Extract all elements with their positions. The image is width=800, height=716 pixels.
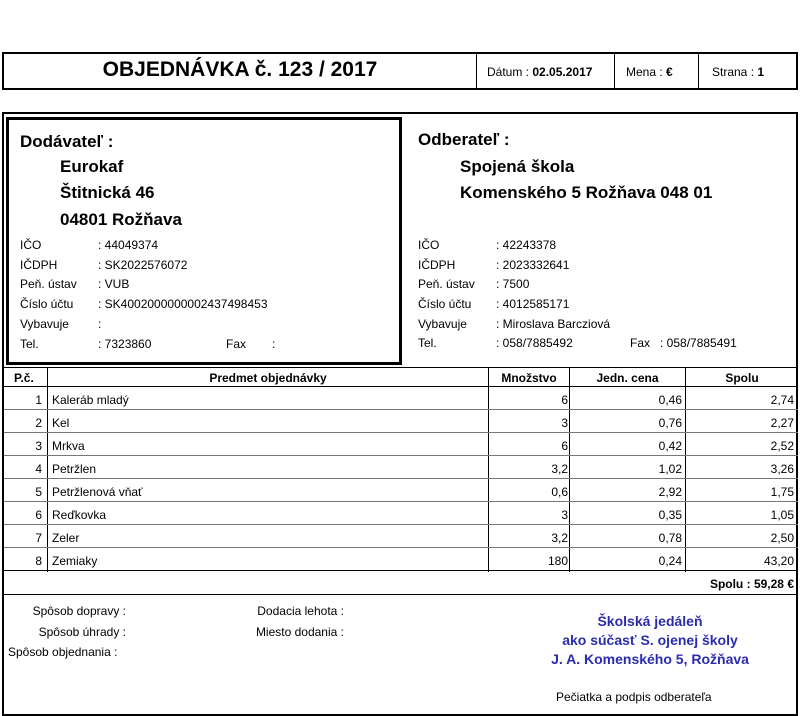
customer-fax-label: Fax xyxy=(630,336,651,350)
row-no: 3 xyxy=(35,439,42,453)
customer-bank-value: : 7500 xyxy=(496,277,530,291)
stamp-line: Školská jedáleň xyxy=(597,613,703,629)
supplier-heading: Dodávateľ : xyxy=(20,132,114,151)
supplier-bank-value: : VUB xyxy=(98,277,130,291)
payment-label: Spôsob úhrady : xyxy=(38,625,126,639)
col-header-total: Spolu xyxy=(725,371,759,385)
supplier-ico-label: IČO xyxy=(20,238,42,252)
row-price: 2,92 xyxy=(658,485,682,499)
order-title: OBJEDNÁVKA č. 123 / 2017 xyxy=(102,58,378,81)
row-total: 3,26 xyxy=(770,462,794,476)
table-row xyxy=(4,502,798,525)
currency-field xyxy=(626,65,673,79)
row-qty: 0,6 xyxy=(551,485,568,499)
divider xyxy=(614,54,615,88)
customer-tel-label: Tel. xyxy=(418,336,437,350)
row-qty: 180 xyxy=(547,554,568,568)
sum-value: 59,28 € xyxy=(753,577,794,591)
supplier-icdph-label: IČDPH xyxy=(20,258,58,272)
table-row xyxy=(4,410,798,433)
supplier-street: Štitnická 46 xyxy=(60,183,155,202)
customer-contact-value: : Miroslava Barcziová xyxy=(496,317,611,331)
customer-account-label: Číslo účtu xyxy=(418,297,472,311)
row-total: 2,52 xyxy=(770,439,794,453)
customer-ico-value: : 42243378 xyxy=(496,238,557,252)
row-no: 4 xyxy=(35,462,42,476)
row-price: 1,02 xyxy=(658,462,682,476)
divider xyxy=(4,594,798,595)
divider xyxy=(698,54,699,88)
stamp-line: ako súčasť S. ojenej školy xyxy=(562,632,738,648)
sum-row xyxy=(686,577,794,591)
row-item: Reďkovka xyxy=(52,508,107,522)
ordering-label: Spôsob objednania : xyxy=(8,645,118,659)
stamp-line: J. A. Komenského 5, Rožňava xyxy=(551,651,749,667)
delivery-term-label: Dodacia lehota : xyxy=(257,604,344,618)
supplier-city: 04801 Rožňava xyxy=(60,210,182,229)
customer-fax-value: : 058/7885491 xyxy=(660,336,737,350)
table-row xyxy=(4,456,798,479)
date-field xyxy=(487,65,592,79)
row-qty: 3 xyxy=(561,416,568,430)
table-row xyxy=(4,387,798,410)
supplier-account-label: Číslo účtu xyxy=(20,297,74,311)
supplier-fax-value: : xyxy=(272,337,276,351)
row-no: 6 xyxy=(35,508,42,522)
row-price: 0,24 xyxy=(658,554,682,568)
row-item: Kel xyxy=(52,416,70,430)
row-price: 0,35 xyxy=(658,508,682,522)
row-price: 0,46 xyxy=(658,393,682,407)
row-item: Mrkva xyxy=(52,439,85,453)
page-field xyxy=(712,65,764,79)
supplier-ico-value: : 44049374 xyxy=(98,238,159,252)
row-price: 0,78 xyxy=(658,531,682,545)
row-item: Petržlen xyxy=(52,462,97,476)
row-total: 2,74 xyxy=(770,393,794,407)
customer-name: Spojená škola xyxy=(460,157,575,176)
customer-account-value: : 4012585171 xyxy=(496,297,570,311)
row-no: 5 xyxy=(35,485,42,499)
customer-icdph-value: : 2023332641 xyxy=(496,258,570,272)
transport-label: Spôsob dopravy : xyxy=(32,604,126,618)
date-value: 02.05.2017 xyxy=(532,65,593,79)
table-row xyxy=(4,479,798,502)
col-header-qty: Množstvo xyxy=(501,371,557,385)
supplier-bank-label: Peň. ústav xyxy=(20,277,77,291)
row-total: 2,50 xyxy=(770,531,794,545)
col-header-price: Jedn. cena xyxy=(596,371,659,385)
row-item: Kaleráb mladý xyxy=(52,393,129,407)
row-total: 43,20 xyxy=(763,554,794,568)
customer-contact-label: Vybavuje xyxy=(418,317,467,331)
row-no: 8 xyxy=(35,554,42,568)
supplier-fax-label: Fax xyxy=(226,337,247,351)
table-row xyxy=(4,525,798,548)
supplier-contact-value: : xyxy=(98,317,102,331)
row-qty: 3 xyxy=(561,508,568,522)
row-total: 2,27 xyxy=(770,416,794,430)
table-row xyxy=(4,433,798,456)
sum-label: Spolu : xyxy=(709,577,751,591)
supplier-tel-label: Tel. xyxy=(20,337,39,351)
date-label: Dátum : xyxy=(487,65,530,79)
row-qty: 3,2 xyxy=(551,462,568,476)
supplier-contact-label: Vybavuje xyxy=(20,317,69,331)
row-qty: 6 xyxy=(561,393,568,407)
row-item: Petržlenová vňať xyxy=(52,485,143,499)
signature-label: Pečiatka a podpis odberateľa xyxy=(556,690,712,704)
customer-heading: Odberateľ : xyxy=(418,130,510,149)
row-qty: 3,2 xyxy=(551,531,568,545)
customer-tel-value: : 058/7885492 xyxy=(496,336,573,350)
delivery-place-label: Miesto dodania : xyxy=(255,625,344,639)
row-total: 1,05 xyxy=(770,508,794,522)
supplier-tel-value: : 7323860 xyxy=(98,337,152,351)
supplier-account-value: : SK4002000000002437498453 xyxy=(98,297,268,311)
supplier-icdph-value: : SK2022576072 xyxy=(98,258,188,272)
row-price: 0,42 xyxy=(658,439,682,453)
supplier-name: Eurokaf xyxy=(60,157,124,176)
page-value: 1 xyxy=(757,65,765,79)
table-row xyxy=(4,548,798,571)
page-label: Strana : xyxy=(712,65,755,79)
col-header-no: P.č. xyxy=(14,371,34,385)
row-no: 1 xyxy=(35,393,42,407)
row-total: 1,75 xyxy=(770,485,794,499)
customer-bank-label: Peň. ústav xyxy=(418,277,475,291)
row-no: 2 xyxy=(35,416,42,430)
currency-value: € xyxy=(666,65,673,79)
school-stamp xyxy=(520,612,780,669)
customer-address: Komenského 5 Rožňava 048 01 xyxy=(460,183,713,202)
customer-ico-label: IČO xyxy=(418,238,440,252)
currency-label: Mena : xyxy=(626,65,663,79)
row-price: 0,76 xyxy=(658,416,682,430)
divider xyxy=(476,54,477,88)
row-item: Zeler xyxy=(52,531,80,545)
row-qty: 6 xyxy=(561,439,568,453)
customer-icdph-label: IČDPH xyxy=(418,258,456,272)
row-item: Zemiaky xyxy=(52,554,98,568)
row-no: 7 xyxy=(35,531,42,545)
col-header-item: Predmet objednávky xyxy=(209,371,327,385)
